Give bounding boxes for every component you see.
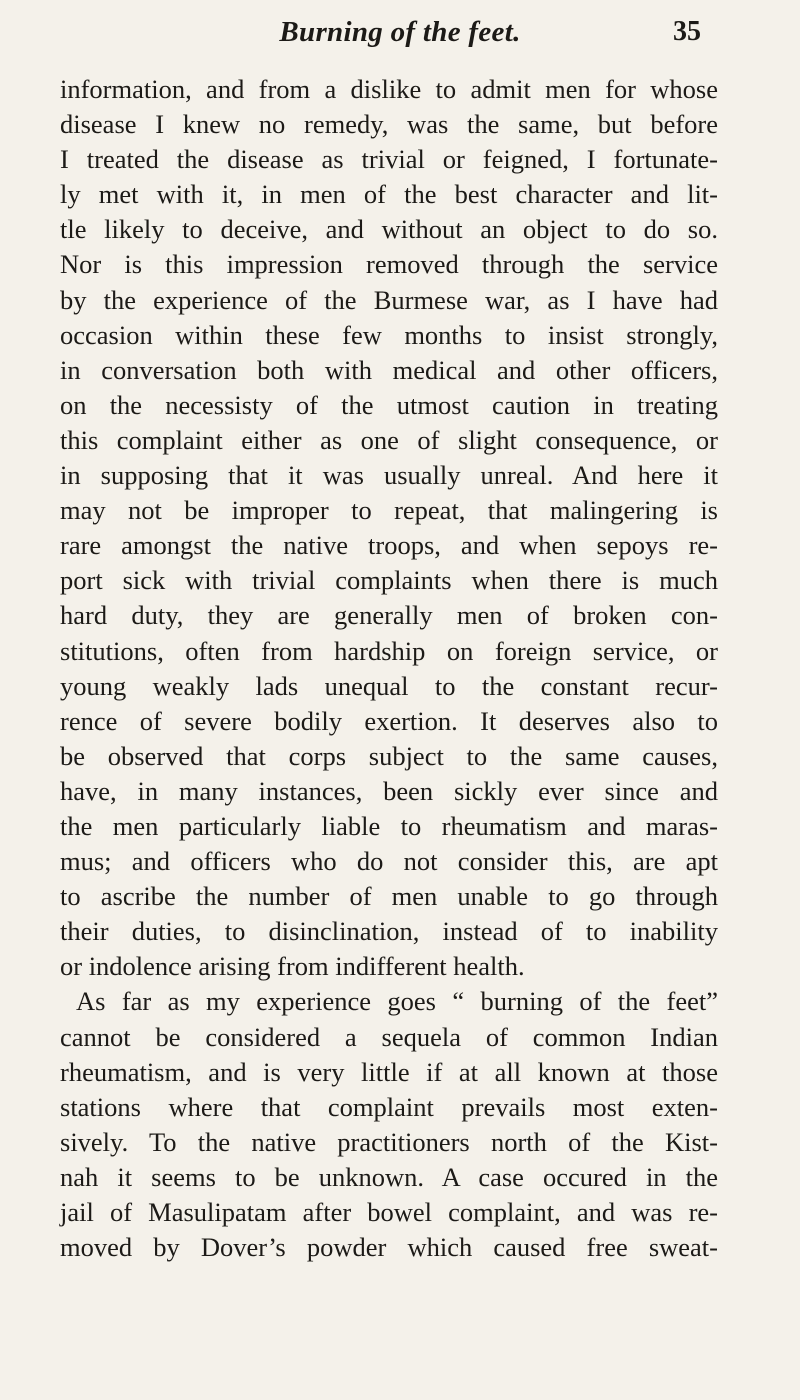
page-number: 35 — [673, 16, 701, 47]
text-line: Nor is this impression removed through the service — [60, 249, 718, 280]
text-line: sively. To the native practitioners north of the Kist- — [60, 1126, 718, 1157]
text-line: occasion within these few months to insist strongly, — [60, 319, 718, 350]
text-line: information, and from a dislike to admit men for whose — [60, 74, 718, 104]
text-line: be observed that corps subject to the same causes, — [60, 740, 718, 771]
text-line: mus; and officers who do not consider this, are apt — [60, 846, 718, 877]
text-line: hard duty, they are generally men of broken con- — [60, 600, 718, 631]
text-line: have, in many instances, been sickly ever since and — [60, 775, 718, 806]
text-line: jail of Masulipatam after bowel complaint, and was re- — [60, 1197, 718, 1227]
paragraph-end-line: or indolence arising from indifferent health. — [60, 951, 525, 982]
text-line: rence of severe bodily exertion. It deserves also to — [60, 705, 718, 736]
text-line: the men particularly liable to rheumatism and maras- — [60, 810, 718, 841]
text-line: this complaint either as one of slight consequence, or — [60, 424, 718, 455]
text-line: on the necessisty of the utmost caution in treating — [60, 389, 718, 420]
text-line: in conversation both with medical and other officers, — [60, 354, 718, 385]
text-line: may not be improper to repeat, that malingering is — [60, 495, 718, 526]
text-line: their duties, to disinclination, instead of to inability — [60, 916, 718, 947]
text-line: by the experience of the Burmese war, as I have had — [60, 284, 718, 315]
text-line: ly met with it, in men of the best character and lit- — [60, 179, 718, 210]
text-line: stations where that complaint prevails most exten- — [60, 1091, 718, 1122]
running-title: Burning of the feet. — [279, 16, 521, 48]
text-line: tle likely to deceive, and without an object to do so. — [60, 214, 718, 245]
text-line: young weakly lads unequal to the constant recur- — [60, 670, 718, 701]
running-head — [0, 14, 800, 54]
text-line: to ascribe the number of men unable to go through — [60, 881, 718, 912]
text-line: cannot be considered a sequela of common Indian — [60, 1021, 718, 1052]
paragraph-start-line: As far as my experience goes “ burning of the feet” — [76, 986, 718, 1017]
text-line: moved by Dover’s powder which caused free sweat- — [60, 1232, 718, 1263]
body-text — [60, 72, 718, 1265]
text-line: rheumatism, and is very little if at all known at those — [60, 1056, 718, 1087]
text-line: disease I knew no remedy, was the same, but before — [60, 109, 718, 140]
text-line: I treated the disease as trivial or feigned, I fortunate- — [60, 144, 718, 175]
text-line: rare amongst the native troops, and when sepoys re- — [60, 530, 718, 561]
text-line: nah it seems to be unknown. A case occured in the — [60, 1161, 718, 1192]
text-line: port sick with trivial complaints when there is much — [60, 565, 718, 596]
text-line: stitutions, often from hardship on foreign service, or — [60, 635, 718, 666]
text-line: in supposing that it was usually unreal. And here it — [60, 460, 718, 491]
